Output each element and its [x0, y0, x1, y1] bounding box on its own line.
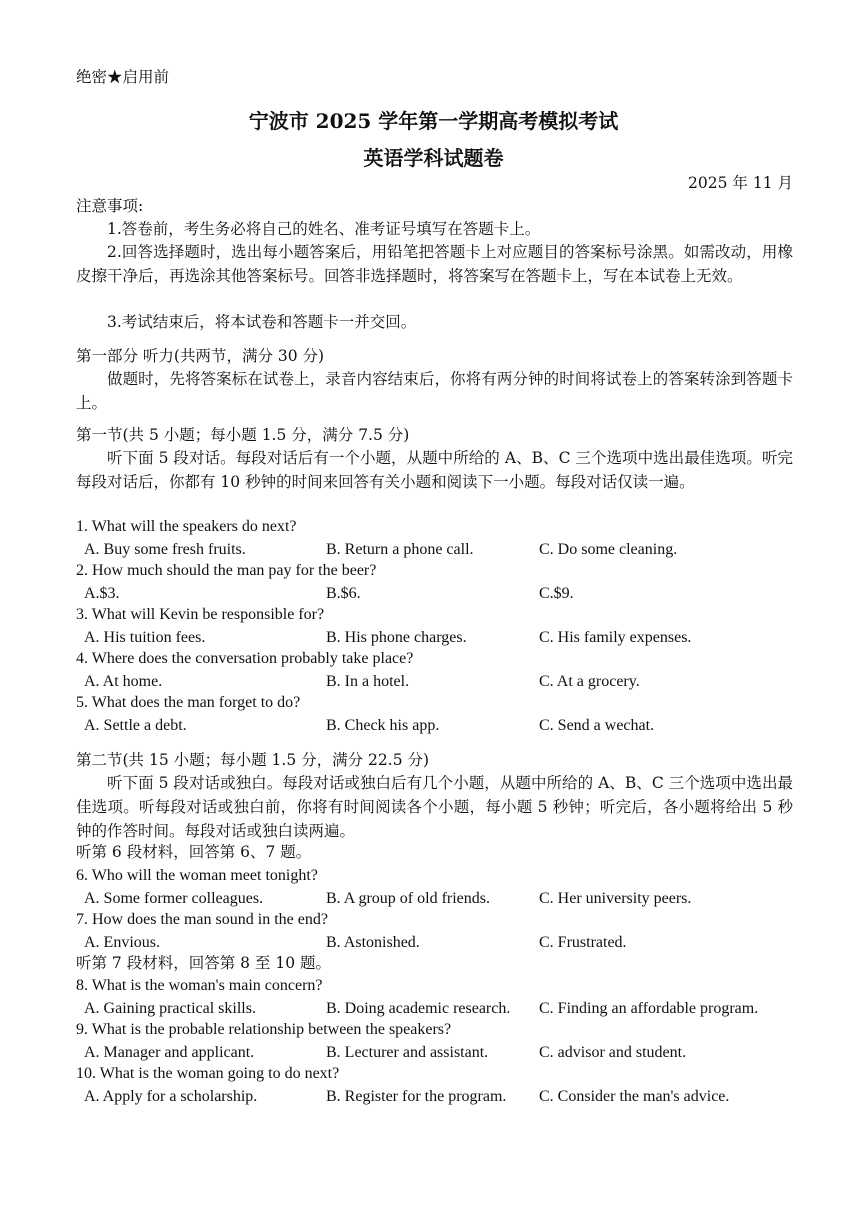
- section2-instruction: 听下面 5 段对话或独白。每段对话或独白后有几个小题，从题中所给的 A、B、C 三个选项中选出最佳选项。听每段对话或独白前，你将有时间阅读各个小题，每小题 5 秒钟；听完后，各小题将给出 5 秒钟的作答时间。每段对话或独白读两遍。: [76, 774, 793, 840]
- question-text: 6. Who will the woman meet tonight?: [76, 867, 318, 884]
- material-7-label: 听第 7 段材料，回答第 8 至 10 题。: [76, 954, 332, 972]
- option-b: B. Return a phone call.: [326, 541, 474, 558]
- option-c: C. Frustrated.: [539, 934, 627, 951]
- question-text: 10. What is the woman going to do next?: [76, 1065, 340, 1082]
- option-c: C. Her university peers.: [539, 890, 692, 907]
- note-item-2: 2.回答选择题时，选出每小题答案后，用铅笔把答题卡上对应题目的答案标号涂黑。如需改动，用橡皮擦干净后，再选涂其他答案标号。回答非选择题时，将答案写在答题卡上，写在本试卷上无效。: [76, 243, 793, 285]
- option-a: A. Gaining practical skills.: [84, 1000, 256, 1017]
- question-text: 9. What is the probable relationship between the speakers?: [76, 1021, 452, 1038]
- question-text: 1. What will the speakers do next?: [76, 518, 297, 535]
- notes-heading: 注意事项:: [76, 197, 144, 215]
- option-c: C. Do some cleaning.: [539, 541, 678, 558]
- option-a: A. Some former colleagues.: [84, 890, 264, 907]
- exam-date: 2025 年 11 月: [688, 174, 793, 192]
- option-a: A. Manager and applicant.: [84, 1044, 255, 1061]
- option-c: C. Consider the man's advice.: [539, 1088, 730, 1105]
- confidential-label: 绝密★启用前: [76, 68, 170, 86]
- option-c: C. At a grocery.: [539, 673, 640, 690]
- option-a: A. At home.: [84, 673, 163, 690]
- section1-instruction: 听下面 5 段对话。每段对话后有一个小题，从题中所给的 A、B、C 三个选项中选出最佳选项。听完每段对话后，你都有 10 秒钟的时间来回答有关小题和阅读下一小题。每段对话仅读一遍。: [76, 449, 793, 491]
- option-a: A. Buy some fresh fruits.: [84, 541, 246, 558]
- option-c: C. Send a wechat.: [539, 717, 655, 734]
- option-b: B. His phone charges.: [326, 629, 467, 646]
- option-b: B. In a hotel.: [326, 673, 410, 690]
- option-b: B.$6.: [326, 585, 361, 602]
- note-item-1: 1.答卷前，考生务必将自己的姓名、准考证号填写在答题卡上。: [107, 220, 541, 238]
- option-b: B. Doing academic research.: [326, 1000, 511, 1017]
- option-b: B. Check his app.: [326, 717, 440, 734]
- option-c: C.$9.: [539, 585, 574, 602]
- question-text: 3. What will Kevin be responsible for?: [76, 606, 325, 623]
- option-c: C. advisor and student.: [539, 1044, 687, 1061]
- part1-heading: 第一部分 听力(共两节，满分 30 分): [76, 347, 325, 365]
- question-text: 4. Where does the conversation probably take place?: [76, 650, 414, 667]
- material-6-label: 听第 6 段材料，回答第 6、7 题。: [76, 843, 312, 861]
- option-a: A. Envious.: [84, 934, 160, 951]
- question-text: 7. How does the man sound in the end?: [76, 911, 328, 928]
- option-a: A.$3.: [84, 585, 120, 602]
- option-b: B. Register for the program.: [326, 1088, 507, 1105]
- question-text: 8. What is the woman's main concern?: [76, 977, 323, 994]
- option-c: C. His family expenses.: [539, 629, 692, 646]
- option-b: B. A group of old friends.: [326, 890, 490, 907]
- option-a: A. His tuition fees.: [84, 629, 206, 646]
- option-c: C. Finding an affordable program.: [539, 1000, 759, 1017]
- exam-title: 宁波市 2025 学年第一学期高考模拟考试: [248, 109, 619, 133]
- section2-heading: 第二节(共 15 小题；每小题 1.5 分，满分 22.5 分): [76, 751, 430, 769]
- option-a: A. Settle a debt.: [84, 717, 187, 734]
- question-text: 2. How much should the man pay for the beer?: [76, 562, 377, 579]
- note-item-3: 3.考试结束后，将本试卷和答题卡一并交回。: [107, 313, 417, 331]
- part1-instruction: 做题时，先将答案标在试卷上，录音内容结束后，你将有两分钟的时间将试卷上的答案转涂到答题卡上。: [76, 370, 793, 412]
- exam-subtitle: 英语学科试题卷: [363, 146, 504, 170]
- option-b: B. Lecturer and assistant.: [326, 1044, 489, 1061]
- option-b: B. Astonished.: [326, 934, 420, 951]
- option-a: A. Apply for a scholarship.: [84, 1088, 258, 1105]
- question-text: 5. What does the man forget to do?: [76, 694, 301, 711]
- section1-heading: 第一节(共 5 小题；每小题 1.5 分，满分 7.5 分): [76, 426, 410, 444]
